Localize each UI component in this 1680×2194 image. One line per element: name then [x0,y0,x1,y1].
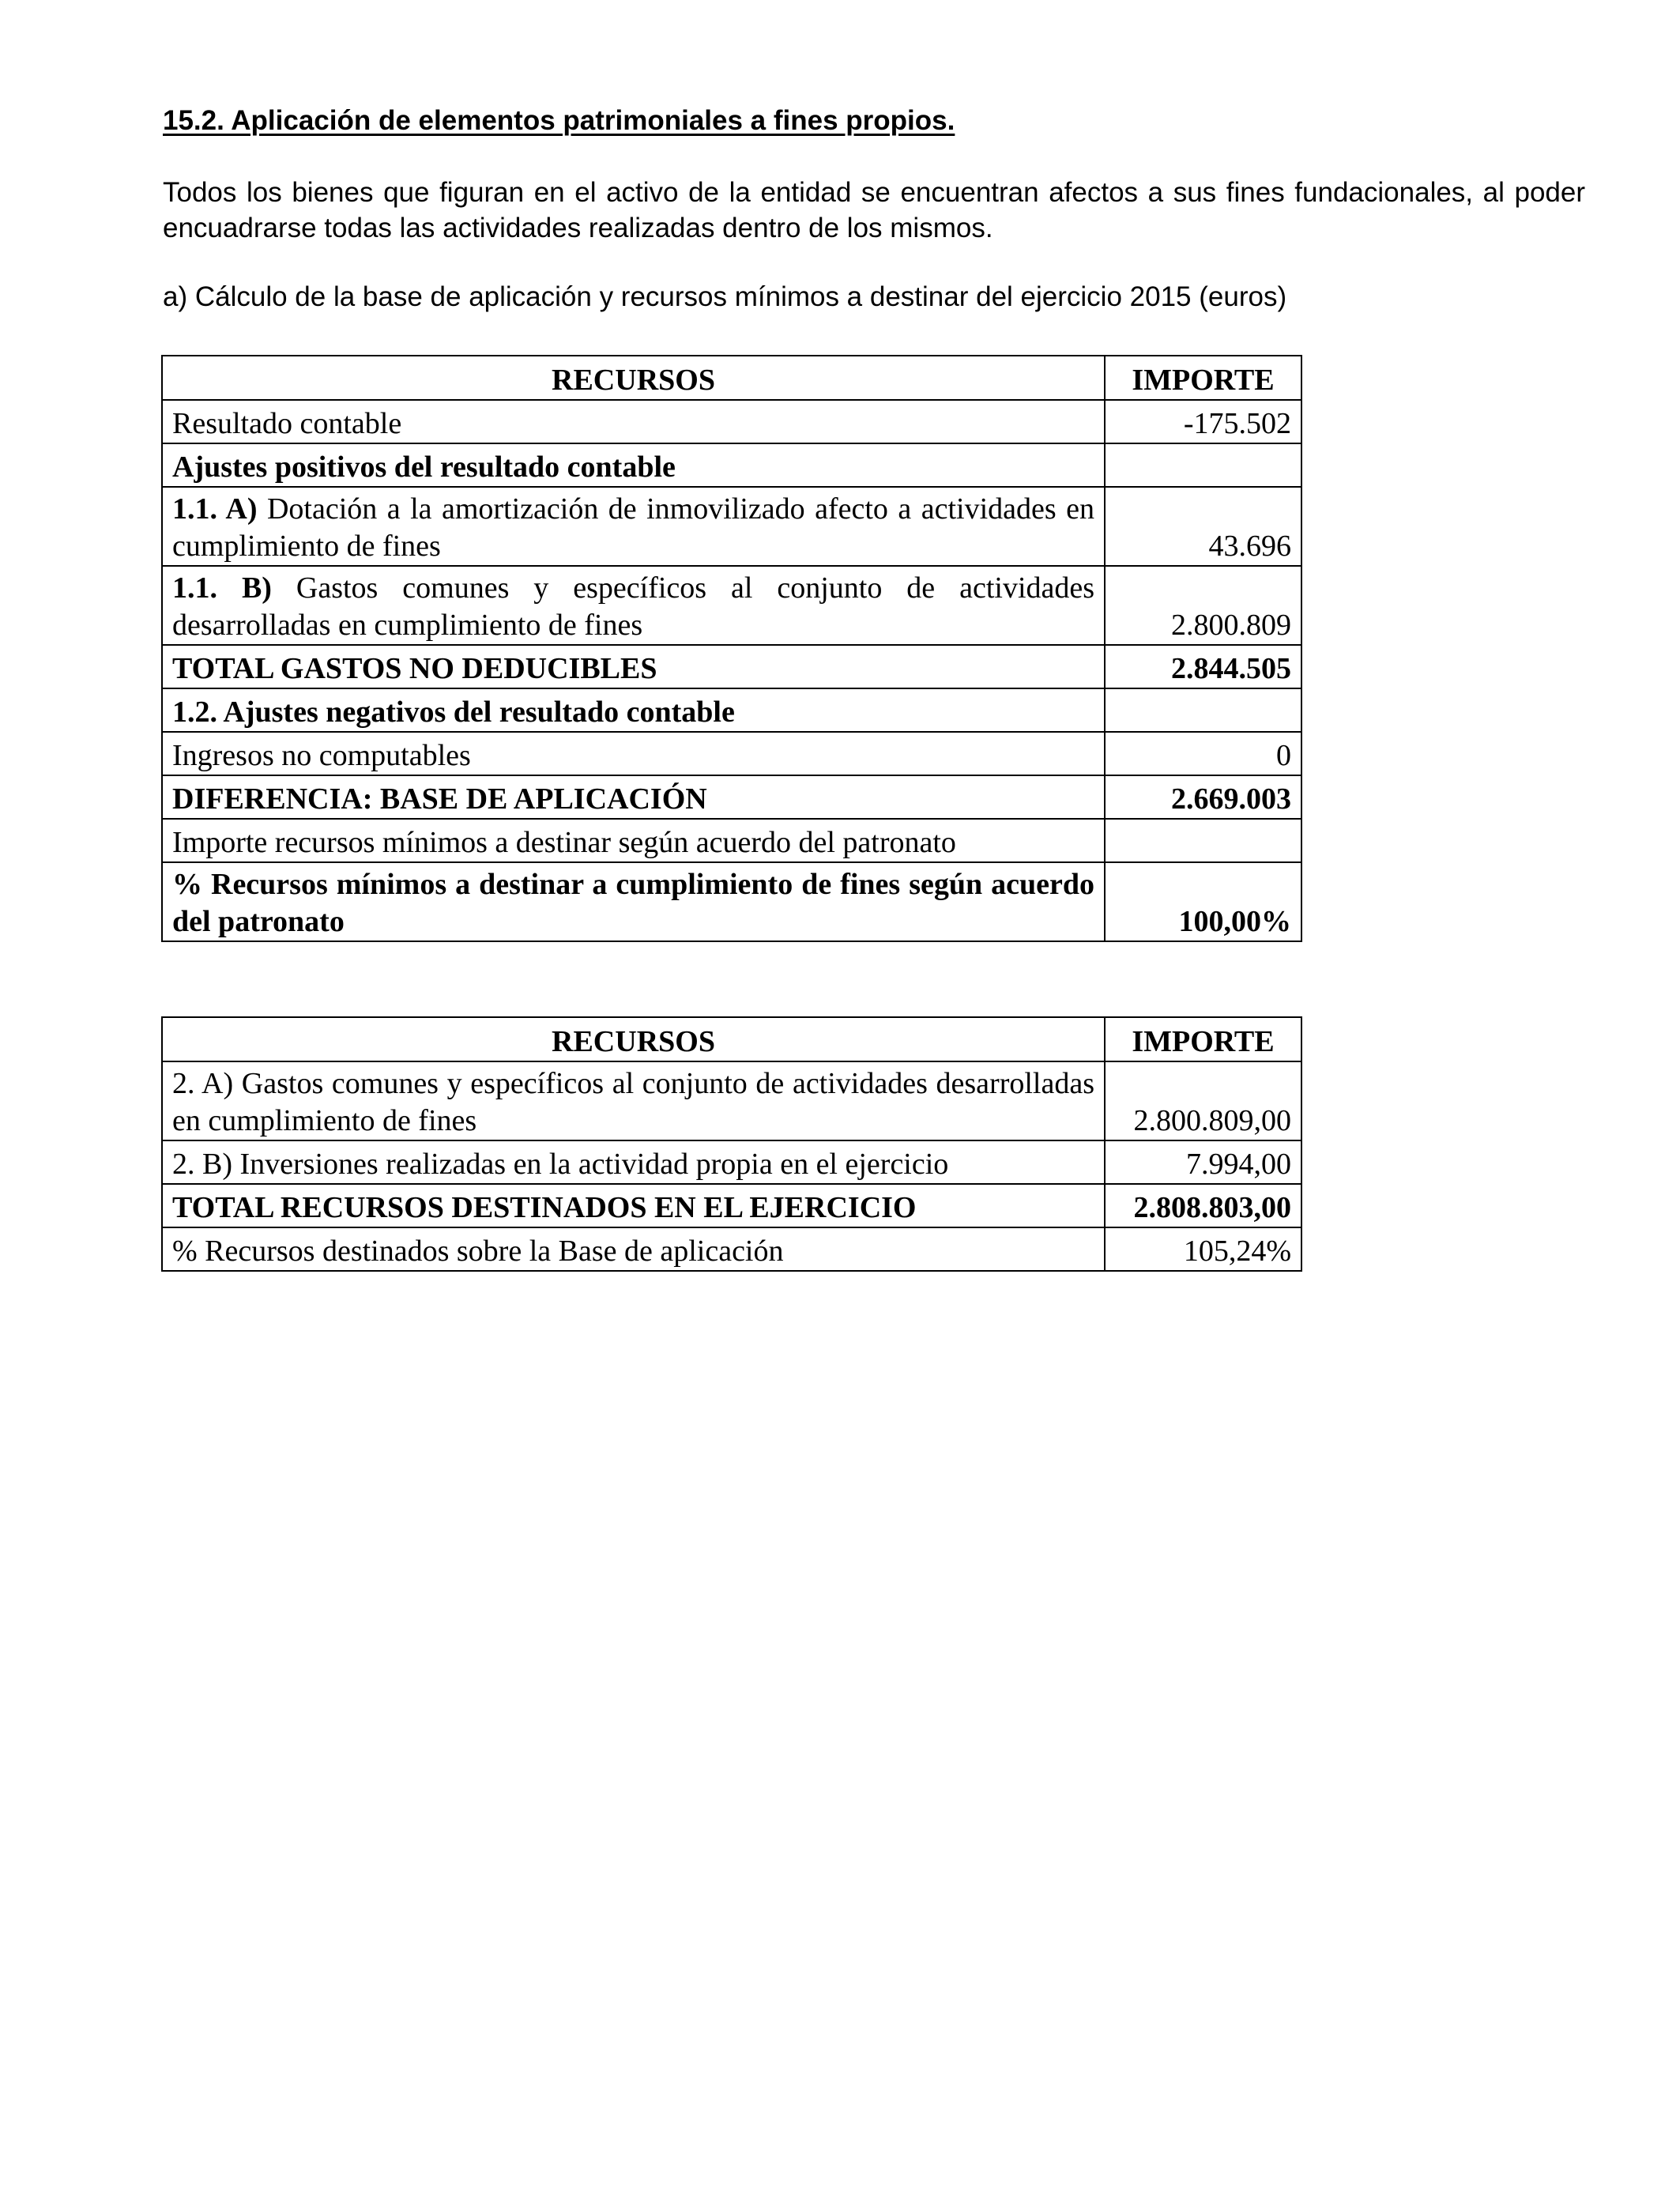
table-row [162,1140,1301,1184]
table-row [162,1061,1301,1140]
row-value [1105,688,1301,732]
row-value: 7.994,00 [1105,1140,1301,1184]
row-label: Ingresos no computables [162,732,1105,775]
row-value: 100,00% [1105,862,1301,941]
row-value: 2.844.505 [1105,645,1301,688]
row-label [162,566,1105,645]
recursos-destinados-table [161,1016,1302,1272]
header-recursos: RECURSOS [162,1017,1105,1061]
row-value: 2.669.003 [1105,775,1301,819]
row-value: 2.808.803,00 [1105,1184,1301,1227]
row-value: 2.800.809 [1105,566,1301,645]
row-label: % Recursos destinados sobre la Base de aplicación [162,1227,1105,1271]
row-label-text: Gastos comunes y específicos al conjunto de actividades desarrolladas en cumplimiento de fines [172,571,1095,642]
table-row [162,1227,1301,1271]
row-label-prefix: 1.1. A) [172,492,258,526]
row-label: 1.2. Ajustes negativos del resultado contable [162,688,1105,732]
table-header-row [162,356,1301,400]
base-aplicacion-table [161,355,1302,942]
row-label: 2. B) Inversiones realizadas en la actividad propia en el ejercicio [162,1140,1105,1184]
row-value: 105,24% [1105,1227,1301,1271]
row-value: -175.502 [1105,400,1301,443]
table-row [162,775,1301,819]
table-header-row [162,1017,1301,1061]
row-label: TOTAL GASTOS NO DEDUCIBLES [162,645,1105,688]
header-recursos: RECURSOS [162,356,1105,400]
row-value: 0 [1105,732,1301,775]
table-row [162,443,1301,487]
row-value: 2.800.809,00 [1105,1061,1301,1140]
row-label-text: Dotación a la amortización de inmovilizado afecto a actividades en cumplimiento de fines [172,492,1095,563]
row-label: TOTAL RECURSOS DESTINADOS EN EL EJERCICIO [162,1184,1105,1227]
table-row [162,645,1301,688]
section-heading: 15.2. Aplicación de elementos patrimoniales a fines propios. [163,105,955,136]
row-label [162,487,1105,566]
table-row [162,487,1301,566]
row-label: Importe recursos mínimos a destinar según acuerdo del patronato [162,819,1105,862]
table-row [162,819,1301,862]
row-value [1105,819,1301,862]
row-label: Resultado contable [162,400,1105,443]
intro-paragraph: Todos los bienes que figuran en el activo de la entidad se encuentran afectos a sus fines fundacionales, al poder encuadrarse todas las actividades realizadas dentro de los mismos. [163,177,1585,243]
row-label: DIFERENCIA: BASE DE APLICACIÓN [162,775,1105,819]
header-importe: IMPORTE [1105,356,1301,400]
calculation-subtitle: a) Cálculo de la base de aplicación y recursos mínimos a destinar del ejercicio 2015 (euros) [163,281,1287,312]
table-row [162,732,1301,775]
table-row [162,862,1301,941]
header-importe: IMPORTE [1105,1017,1301,1061]
row-label-prefix: 1.1. B) [172,571,272,605]
row-label: 2. A) Gastos comunes y específicos al conjunto de actividades desarrolladas en cumplimiento de fines [162,1061,1105,1140]
row-value: 43.696 [1105,487,1301,566]
row-label: % Recursos mínimos a destinar a cumplimiento de fines según acuerdo del patronato [162,862,1105,941]
row-label: Ajustes positivos del resultado contable [162,443,1105,487]
table-row [162,566,1301,645]
row-value [1105,443,1301,487]
table-row [162,688,1301,732]
table-row [162,1184,1301,1227]
table-row [162,400,1301,443]
